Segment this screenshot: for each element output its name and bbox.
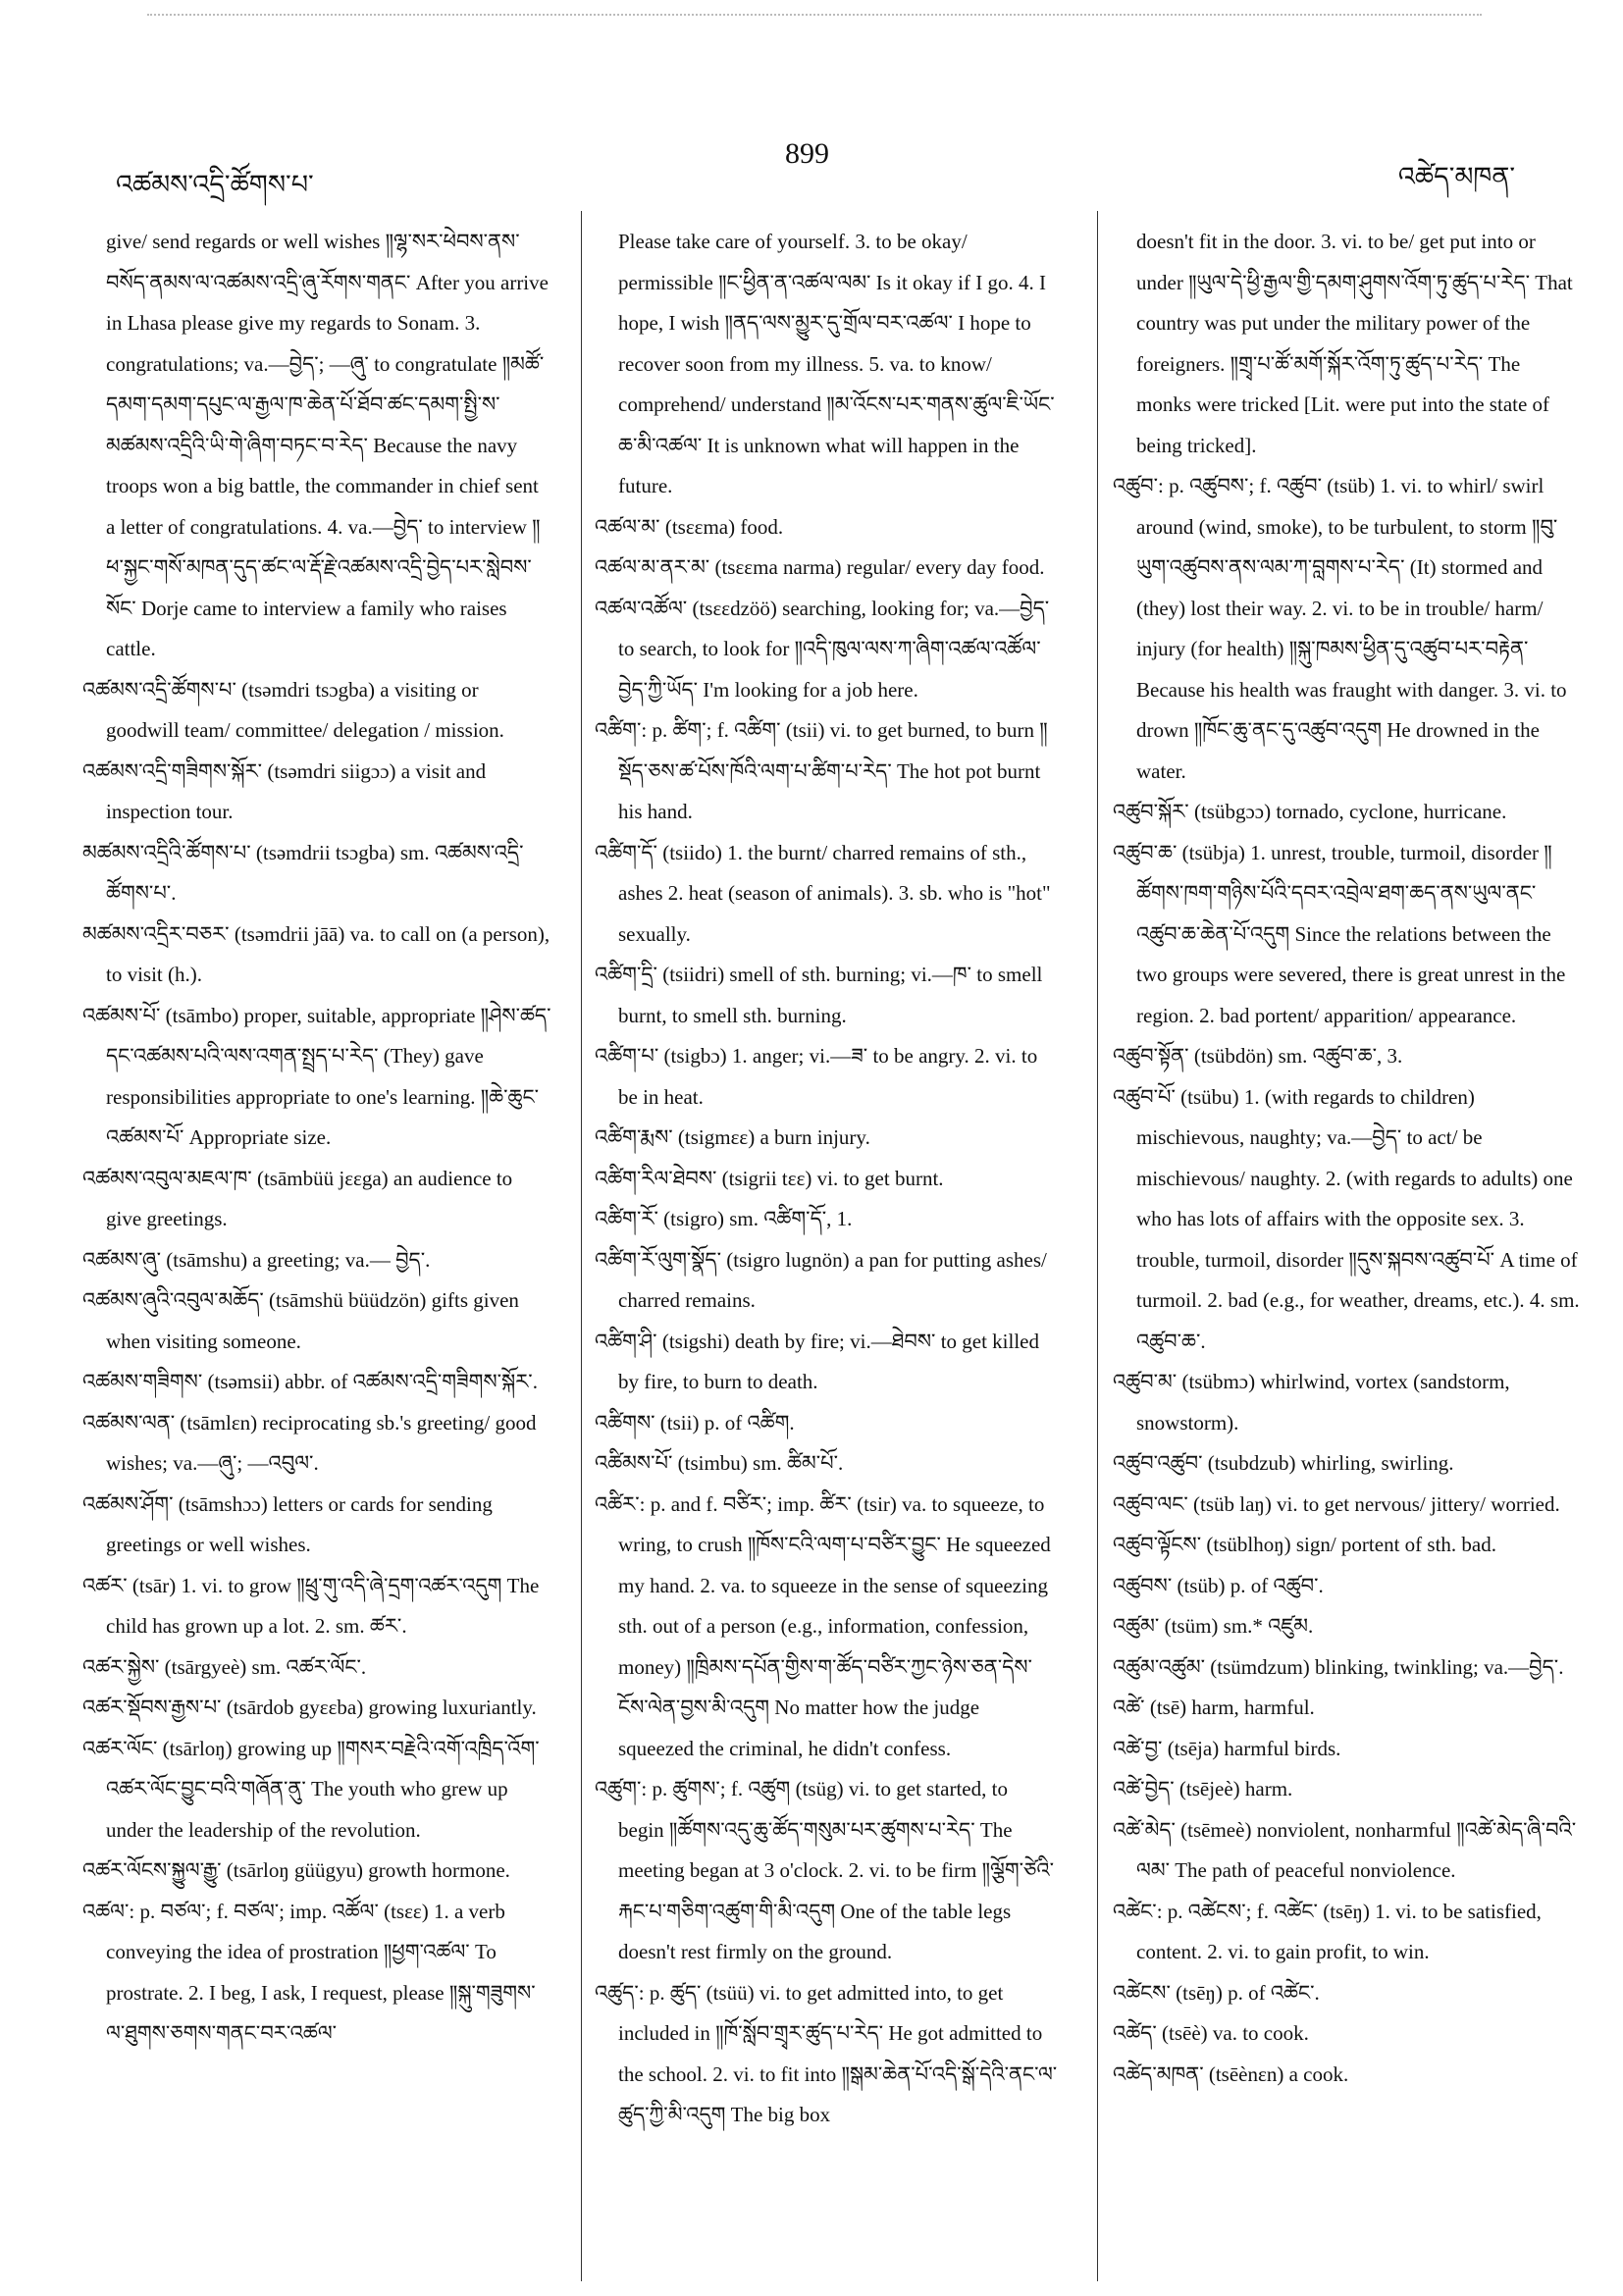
dictionary-entry: འཚལ་འཚོལ་ (tsεεdzöö) searching, looking for; va.—བྱེད་ to search, to look for ༎འདི་ཁུལ་ལས་ཀ་ཞིག་འཚལ་འཚོལ་བྱེད་ཀྱི་ཡོད་ I'm looking for a job here. [595,596,1050,702]
dictionary-entry: འཚེ་བྱ་ (tsēja) harmful birds. [1113,1736,1341,1760]
dictionary-entry: འཚམས་འདྲི་གཟིགས་སྐོར་ (tsəmdri siigɔɔ) a visit and inspection tour. [82,758,487,823]
dictionary-entry: འཚེངས་ (tsēŋ) p. of འཚེང་. [1113,1980,1320,2005]
dictionary-entry: འཚར་ལོང་ (tsārloŋ) growing up ༎གསར་བརྗེའི་འགོ་འཁྲིད་འོག་འཚར་ལོང་བྱུང་བའི་གཞོན་ནུ་ The youth who grew up under the leadership of the revolution. [82,1736,540,1842]
dictionary-entry: འཚམས་ལན་ (tsāmlεn) reciprocating sb.'s greeting/ good wishes; va.—ཞུ་; —འབུལ་. [82,1410,537,1475]
dictionary-entry: འཚིག་དྲི་ (tsiidri) smell of sth. burning; vi.—ཁ་ to smell burnt, to smell sth. burning. [595,963,1043,1027]
dictionary-entry: འཚིག་: p. ཚིག་; f. འཚིག་ (tsii) vi. to get burned, to burn ༎སྡོད་ཅས་ཚ་པོས་ཁོའི་ལག་པ་ཚིག་པ་རེད་ The hot pot burnt his hand. [595,718,1048,823]
dictionary-entry: འཚར་ལོངས་སྐྱུལ་རྒྱུ་ (tsārloŋ güügyu) growth hormone. [82,1858,510,1882]
dictionary-entry: འཚམས་ཞུ་ (tsāmshu) a greeting; va.— བྱེད་. [82,1247,431,1272]
dictionary-entry: འཚིག་རིལ་ཐེབས་ (tsigrii tεε) vi. to get burnt. [595,1166,944,1190]
page-number: 899 [785,137,829,170]
dictionary-entry: འཚར་སྐྱེས་ (tsārgyeè) sm. འཚར་ལོང་. [82,1654,367,1679]
dictionary-entry: འཚལ་: p. བཙལ་; f. བཙལ་; imp. འཚོལ་ (tsεε) 1. a verb conveying the idea of prostration ༎ཕྱག་འཚལ་ To prostrate. 2. I beg, I ask, I request, please ༎སྐུ་གཟུགས་ལ་ཐུགས་ཅགས་གནང་བར་འཚལ་ [82,1899,536,2045]
dictionary-entry: འཚིག་རོ་ལུག་སྣོད་ (tsigro lugnön) a pan for putting ashes/ charred remains. [595,1247,1047,1312]
dictionary-entry: འཚུབ་མ་ (tsübmɔ) whirlwind, vortex (sandstorm, snowstorm). [1113,1370,1510,1435]
dictionary-entry: འཚིག་པ་ (tsigbɔ) 1. anger; vi.—ཟ་ to be angry. 2. vi. to be in heat. [595,1044,1038,1109]
entry-continuation: doesn't fit in the door. 3. vi. to be/ get put into or under ༎ཡུལ་དེ་ཕྱི་རྒྱལ་གྱི་དམག་ཤུགས་འོག་ཏུ་ཚུད་པ་རེད་ That country was put under the military power of the foreigners. ༎གྲྭ་པ་ཚོ་མགོ་སྐོར་འོག་ཏུ་ཚུད་པ་རེད་ The monks were tricked [Lit. were put into the state of being tricked]. [1136,230,1573,457]
dictionary-entry: འཚུབ་སྐོར་ (tsübgɔɔ) tornado, cyclone, hurricane. [1113,800,1507,823]
dictionary-column-1 [82,222,551,2055]
dictionary-entry: འཚམས་གཟིགས་ (tsəmsii) abbr. of འཚམས་འདྲི་གཟིགས་སྐོར་. [82,1370,538,1393]
dictionary-entry: འཚལ་མ་ནར་མ་ (tsεεma narma) regular/ every day food. [595,555,1045,579]
column-divider [1097,211,1098,2281]
dictionary-entry: འཚིགས་ (tsii) p. of འཚིག. [595,1410,795,1435]
dictionary-entry: འཚམས་འབུལ་མཇལ་ཁ་ (tsāmbüü jεεga) an audience to give greetings. [82,1166,513,1230]
dictionary-entry: འཚིམས་པོ་ (tsimbu) sm. ཚིམ་པོ་. [595,1451,844,1475]
dictionary-entry: འཚུབ་འཚུབ་ (tsubdzub) whirling, swirling. [1113,1451,1454,1475]
dictionary-entry: འཚར་ (tsār) 1. vi. to grow ༎ཕྲུ་གུ་འདི་ཞེ་དྲག་འཚར་འདུག The child has grown up a lot. 2. sm. ཚར་. [82,1573,540,1638]
dictionary-entry: འཚུབ་ཆ་ (tsübja) 1. unrest, trouble, turmoil, disorder ༎ཚོགས་ཁག་གཉིས་པོའི་དབར་འབྲེལ་ཐག་ཆད་ནས་ཡུལ་ནང་འཚུབ་ཆ་ཆེན་པོ་འདུག Since the relations between the two groups were severed, there is great unrest in the region. 2. bad portent/ apparition/ appearance. [1113,840,1566,1027]
dictionary-entry: འཚུམ་འཚུམ་ (tsümdzum) blinking, twinkling; va.—བྱེད་. [1113,1654,1564,1679]
dictionary-entry: འཚམས་ཤོག་ (tsāmshɔɔ) letters or cards for sending greetings or well wishes. [82,1491,493,1556]
dictionary-entry: འཚིར་: p. and f. བཙིར་; imp. ཚིར་ (tsir) va. to squeeze, to wring, to crush ༎ཁོས་ངའི་ལག་པ་བཙིར་བྱུང་ He squeezed my hand. 2. va. to squeeze in the sense of squeezing sth. out of a person (e.g., information, confession, money) ༎ཁྲིམས་དཔོན་གྱིས་ག་ཚོད་བཙིར་ཀྱང་ཉེས་ཅན་དེས་ངོས་ལེན་བྱས་མི་འདུག No matter how the judge squeezed the criminal, he didn't confess. [595,1491,1051,1760]
dictionary-entry: འཚམས་པོ་ (tsāmbo) proper, suitable, appropriate ༎ཤེས་ཚད་དང་འཚམས་པའི་ལས་འགན་སྤྲད་པ་རེད་ (They) gave responsibilities appropriate to one's learning. ༎ཆེ་ཆུང་འཚམས་པོ་ Appropriate size. [82,1003,551,1149]
dictionary-entry: འཚིག་རོ་ (tsigro) sm. འཚིག་དོ་, 1. [595,1207,853,1230]
entry-continuation: Please take care of yourself. 3. to be okay/ permissible ༎ང་ཕྱིན་ན་འཚལ་ལམ་ Is it okay if I go. 4. I hope, I wish ༎ནད་ལས་མྱུར་དུ་གྲོལ་བར་འཚལ་ I hope to recover soon from my illness. 5. va. to know/ comprehend/ understand ༎མ་འོངས་པར་གནས་ཚུལ་ཇི་ཡོང་ཆ་མི་འཚལ་ It is unknown what will happen in the future. [618,230,1055,497]
dictionary-entry: འཚུག་: p. ཚུགས་; f. འཚུག (tsüg) vi. to get started, to begin ༎ཚོགས་འདུ་ཆུ་ཚོད་གསུམ་པར་ཚུགས་པ་རེད་ The meeting began at 3 o'clock. 2. vi. to be firm ༎ལྕོག་ཙེའི་རྐང་པ་གཅིག་འཚུག་གི་མི་འདུག One of the table legs doesn't rest firmly on the ground. [595,1777,1055,1963]
dictionary-entry: འཚར་སྡོབས་རྒྱས་པ་ (tsārdob gyεεba) growing luxuriantly. [82,1696,537,1719]
dictionary-entry: འཚུབ་ལྟོངས་ (tsüblhoŋ) sign/ portent of sth. bad. [1113,1533,1496,1556]
dictionary-entry: འཚིག་དོ་ (tsiido) 1. the burnt/ charred remains of sth., ashes 2. heat (season of animals). 3. sb. who is "hot" sexually. [595,840,1051,946]
dictionary-entry: འཚེ་མེད་ (tsēmeè) nonviolent, nonharmful ༎འཚེ་མེད་ཞི་བའི་ལམ་ The path of peaceful nonviolence. [1113,1817,1577,1882]
entry-continuation: give/ send regards or well wishes ༎ལྷ་སར་ཕེབས་ནས་བསོད་ནམས་ལ་འཚམས་འདྲི་ཞུ་རོགས་གནང་ After you arrive in Lhasa please give my regards to Sonam. 3. congratulations; va.—བྱེད་; —ཞུ་ to congratulate ༎མཚོ་དམག་དམག་དཔུང་ལ་རྒྱལ་ཁ་ཆེན་པོ་ཐོབ་ཚང་དམག་སྤྱི་ས་མཚམས་འདྲིའི་ཡི་གེ་ཞིག་བཏང་བ་རེད་ Because the navy troops won a big battle, the commander in chief sent a letter of congratulations. 4. va.—བྱེད་ to interview ༎ཕ་སྐྱང་གསོ་མཁན་དུད་ཚང་ལ་རྡོ་རྗེ་འཚམས་འདྲི་བྱེད་པར་སླེབས་སོང་ Dorje came to interview a family who raises cattle. [106,230,549,660]
dictionary-entry: འཚུབ་པོ་ (tsübu) 1. (with regards to children) mischievous, naughty; va.—བྱེད་ to act/ be mischievous/ naughty. 2. (with regards to adults) one who has lots of affairs with the opposite sex. 3. trouble, turmoil, disorder ༎དུས་སྐབས་འཚུབ་པོ་ A time of turmoil. 2. bad (e.g., for weather, dreams, etc.). 4. sm. འཚུབ་ཆ་. [1113,1084,1580,1353]
running-header [0,118,1623,199]
dictionary-entry: འཚེད་ (tsēè) va. to cook. [1113,2021,1309,2045]
right-guide-word: འཚེད་མཁན་ [1397,162,1515,191]
dictionary-column-2 [595,222,1058,2136]
dictionary-entry: འཚམས་ཞུའི་འབུལ་མཆོད་ (tsāmshü büüdzön) gifts given when visiting someone. [82,1288,519,1353]
dictionary-entry: འཚིག་རྨས་ (tsigmεε) a burn injury. [595,1125,870,1149]
scan-top-edge [147,14,1482,16]
dictionary-entry: འཚལ་མ་ (tsεεma) food. [595,514,784,539]
dictionary-entry: འཚེད་མཁན་ (tsēènεn) a cook. [1113,2061,1349,2086]
dictionary-entry: འཚུབ་ལང་ (tsüb laŋ) vi. to get nervous/ jittery/ worried. [1113,1491,1560,1516]
dictionary-entry: མཚམས་འདྲིའི་ཚོགས་པ་ (tsəmdrii tsɔgba) sm. འཚམས་འདྲི་ཚོགས་པ་. [82,840,524,905]
left-guide-word: འཚམས་འདྲི་ཚོགས་པ་ [116,170,314,199]
dictionary-entry: འཚུབས་ (tsüb) p. of འཚུབ་. [1113,1573,1324,1597]
dictionary-entry: འཚུད་: p. ཚུད་ (tsüü) vi. to get admitted into, to get included in ༎ཁོ་སློབ་གྲྭར་ཚུད་པ་རེད་ He got admitted to the school. 2. vi. to fit into ༎སྒམ་ཆེན་པོ་འདི་སྒོ་དེའི་ནང་ལ་ཚུད་ཀྱི་མི་འདུག The big box [595,1980,1058,2126]
dictionary-entry: འཚིག་ཤི་ (tsigshi) death by fire; vi.—ཐེབས་ to get killed by fire, to burn to death. [595,1329,1040,1393]
dictionary-entry: འཚེ་བྱེད་ (tsējeè) harm. [1113,1777,1293,1800]
dictionary-entry: འཚུམ་ (tsüm) sm.* འཛུམ. [1113,1614,1314,1638]
dictionary-entry: འཚེང་: p. འཚེངས་; f. འཚེང་ (tsēŋ) 1. vi. to be satisfied, content. 2. vi. to gain profit, to win. [1113,1899,1542,1963]
dictionary-entry: འཚུབ་སྟོན་ (tsübdön) sm. འཚུབ་ཆ་, 3. [1113,1044,1403,1068]
column-divider [581,211,582,2281]
dictionary-entry: འཚེ་ (tsē) harm, harmful. [1113,1696,1315,1719]
dictionary-entry: འཚམས་འདྲི་ཚོགས་པ་ (tsəmdri tsɔgba) a visiting or goodwill team/ committee/ delegation / mission. [82,677,504,742]
dictionary-entry: འཚུབ་: p. འཚུབས་; f. འཚུབ་ (tsüb) 1. vi. to whirl/ swirl around (wind, smoke), to be turbulent, to storm ༎བུ་ཡུག་འཚུབས་ནས་ལམ་ཀ་བླགས་པ་རེད་ (It) stormed and (they) lost their way. 2. vi. to be in trouble/ harm/ injury (for health) ༎སྐུ་ཁམས་ཕྱིན་དུ་འཚུབ་པར་བརྟེན་ Because his health was fraught with danger. 3. vi. to drown ༎ཁོང་ཆུ་ནང་དུ་འཚུབ་འདུག He drowned in the water. [1113,474,1567,783]
dictionary-column-3 [1113,222,1580,2095]
dictionary-entry: མཚམས་འདྲིར་བཅར་ (tsəmdrii jāā) va. to call on (a person), to visit (h.). [82,921,550,986]
